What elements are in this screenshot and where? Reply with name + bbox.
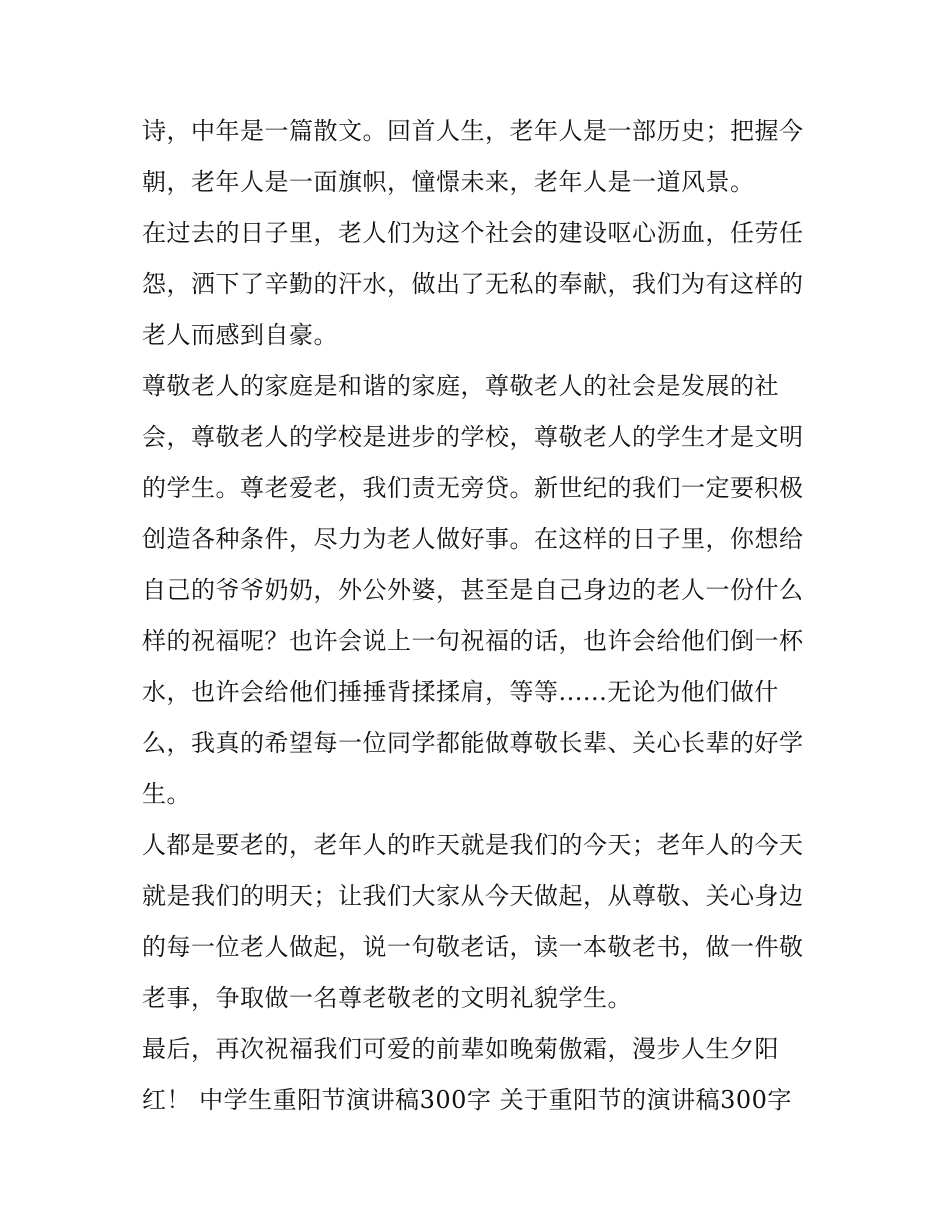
text-line: 水，也许会给他们捶捶背揉揉肩，等等......无论为他们做什 [142,678,779,706]
text-line: 创造各种条件，尽力为老人做好事。在这样的日子里，你想给 [142,525,804,553]
text-line: 最后，再次祝福我们可爱的前辈如晚菊傲霜，漫步人生夕阳 [142,1035,779,1063]
text-line: 就是我们的明天；让我们大家从今天做起，从尊敬、关心身边 [142,882,804,910]
text-line: 老事，争取做一名尊老敬老的文明礼貌学生。 [142,984,632,1012]
text-line: 会，尊敬老人的学校是进步的学校，尊敬老人的学生才是文明 [142,423,804,451]
text-line: 的每一位老人做起，说一句敬老话，读一本敬老书，做一件敬 [142,933,804,961]
text-line: 怨，洒下了辛勤的汗水，做出了无私的奉献，我们为有这样的 [142,270,804,298]
text-line: 尊敬老人的家庭是和谐的家庭，尊敬老人的社会是发展的社 [142,372,779,400]
text-line: 的学生。尊老爱老，我们责无旁贷。新世纪的我们一定要积极 [142,474,804,502]
text-line: 么，我真的希望每一位同学都能做尊敬长辈、关心长辈的好学 [142,729,804,757]
text-line: 自己的爷爷奶奶，外公外婆，甚至是自己身边的老人一份什么 [142,576,804,604]
text-line: 老人而感到自豪。 [142,321,338,349]
text-line: 朝，老年人是一面旗帜，憧憬未来，老年人是一道风景。 [142,168,755,196]
text-line: 红！ 中学生重阳节演讲稿300字 关于重阳节的演讲稿300字 [142,1086,792,1114]
text-line: 在过去的日子里，老人们为这个社会的建设呕心沥血，任劳任 [142,219,804,247]
text-line: 样的祝福呢？也许会说上一句祝福的话，也许会给他们倒一杯 [142,627,804,655]
text-line: 诗，中年是一篇散文。回首人生，老年人是一部历史；把握今 [142,117,804,145]
document-body [142,106,822,1126]
text-line: 人都是要老的，老年人的昨天就是我们的今天；老年人的今天 [142,831,804,859]
text-line: 生。 [142,780,191,808]
